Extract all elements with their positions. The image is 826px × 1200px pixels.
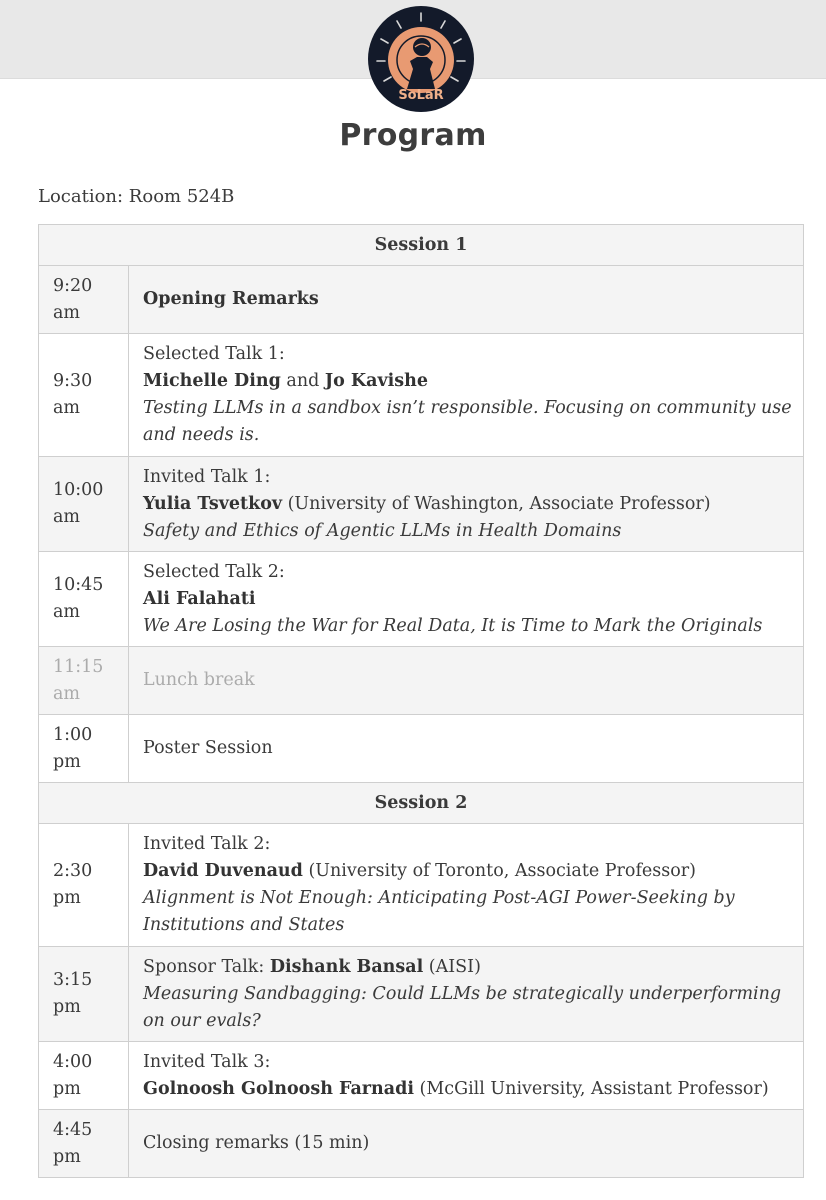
solar-logo bbox=[367, 5, 475, 113]
speaker-affiliation: (McGill University, Assistant Professor) bbox=[413, 1078, 769, 1099]
time-cell: 4:45 pm bbox=[39, 1110, 129, 1178]
talk-type: Invited Talk 1: bbox=[143, 466, 271, 487]
talk-cell bbox=[129, 457, 804, 552]
talk-type: Selected Talk 2: bbox=[143, 561, 285, 582]
session-header bbox=[39, 783, 804, 824]
time-cell: 11:15 am bbox=[39, 647, 129, 715]
speaker-name: Yulia Tsvetkov bbox=[143, 493, 283, 514]
talk-type: Selected Talk 1: bbox=[143, 344, 285, 364]
table-row bbox=[39, 334, 804, 457]
location-text: Location: Room 524B bbox=[38, 186, 235, 207]
session-label: Session 2 bbox=[39, 783, 804, 824]
speaker-affiliation: (University of Washington, Associate Professor) bbox=[282, 493, 711, 514]
session-label: Session 1 bbox=[39, 225, 804, 266]
talk-cell bbox=[129, 1042, 804, 1110]
time-cell: 10:45 am bbox=[39, 552, 129, 647]
table-row bbox=[39, 715, 804, 783]
talk-title: Measuring Sandbagging: Could LLMs be strategically underperforming on our evals? bbox=[143, 983, 782, 1031]
talk-cell bbox=[129, 647, 804, 715]
logo-text: SoLaR bbox=[398, 88, 444, 103]
talk-cell bbox=[129, 947, 804, 1042]
time-cell: 9:20 am bbox=[39, 266, 129, 334]
table-row bbox=[39, 647, 804, 715]
speaker-name: David Duvenaud bbox=[143, 861, 303, 881]
table-row bbox=[39, 1042, 804, 1110]
speaker-name: Golnoosh Golnoosh Farnadi bbox=[143, 1078, 414, 1099]
speaker-affiliation: (University of Toronto, Associate Professor) bbox=[302, 861, 696, 881]
table-row bbox=[39, 457, 804, 552]
talk-cell bbox=[129, 1110, 804, 1178]
session-header bbox=[39, 225, 804, 266]
table-row bbox=[39, 552, 804, 647]
talk-cell bbox=[129, 552, 804, 647]
talk-title: Safety and Ethics of Agentic LLMs in Health Domains bbox=[143, 520, 622, 541]
time-cell: 3:15 pm bbox=[39, 947, 129, 1042]
event-title: Poster Session bbox=[143, 738, 273, 758]
talk-cell: Selected Talk 1: Michelle Ding and Jo Kavishe Testing LLMs in a sandbox isn’t responsible. Focusing on community use and needs is. bbox=[129, 334, 804, 457]
table-row bbox=[39, 266, 804, 334]
speaker-name: Jo Kavishe bbox=[324, 371, 429, 391]
table-row bbox=[39, 1110, 804, 1178]
talk-cell bbox=[129, 715, 804, 783]
speaker-name: Ali Falahati bbox=[143, 588, 256, 609]
time-cell: 1:00 pm bbox=[39, 715, 129, 783]
time-cell: 10:00 am bbox=[39, 457, 129, 552]
table-row bbox=[39, 947, 804, 1042]
talk-title: Alignment is Not Enough: Anticipating Post-AGI Power-Seeking by Institutions and States bbox=[143, 888, 735, 935]
talk-type: Invited Talk 2: bbox=[143, 834, 271, 854]
event-title: Closing remarks (15 min) bbox=[143, 1133, 370, 1153]
talk-title: Testing LLMs in a sandbox isn’t responsible. Focusing on community use and needs is. bbox=[143, 398, 792, 445]
program-table bbox=[38, 224, 804, 1178]
speaker-name: Michelle Ding bbox=[143, 371, 281, 391]
talk-title: We Are Losing the War for Real Data, It is Time to Mark the Originals bbox=[143, 615, 763, 636]
time-cell: 9:30 am bbox=[39, 334, 129, 457]
time-cell: 4:00 pm bbox=[39, 1042, 129, 1110]
talk-cell bbox=[129, 266, 804, 334]
event-title: Opening Remarks bbox=[143, 289, 319, 309]
page-title: Program bbox=[339, 118, 487, 153]
event-title: Lunch break bbox=[143, 670, 255, 690]
talk-type: Invited Talk 3: bbox=[143, 1051, 271, 1072]
talk-type: Sponsor Talk: bbox=[143, 956, 270, 977]
speaker-name: Dishank Bansal bbox=[269, 956, 424, 977]
table-row bbox=[39, 824, 804, 947]
speaker-affiliation: (AISI) bbox=[423, 956, 481, 977]
talk-cell bbox=[129, 824, 804, 947]
time-cell: 2:30 pm bbox=[39, 824, 129, 947]
